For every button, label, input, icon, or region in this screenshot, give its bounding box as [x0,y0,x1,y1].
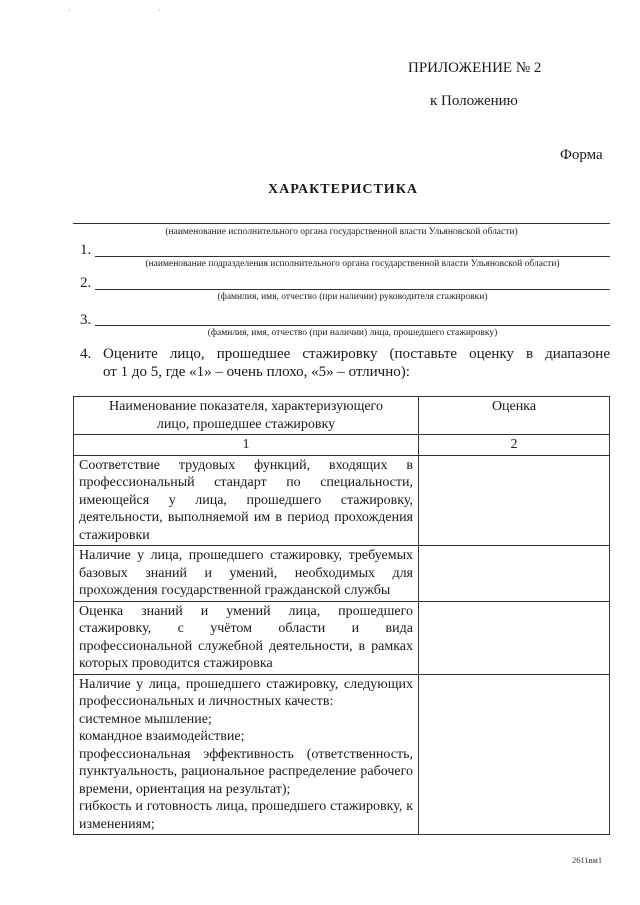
field-caption-organ: (наименование исполнительного органа государственной власти Ульяновской области) [165,227,518,237]
field-line-supervisor [95,289,610,290]
score-cell[interactable] [419,546,610,602]
evaluation-table [73,396,610,835]
question-text-line1: Оцените лицо, прошедшее стажировку (поставьте оценку в диапазоне [103,346,610,362]
column-number-row [74,435,610,456]
qualities-intro: Наличие у лица, прошедшего стажировку, следующих профессиональных и личностных качеств: [79,676,413,709]
field-line-organ [73,223,610,224]
appendix-label: ПРИЛОЖЕНИЕ № 2 [408,60,542,76]
field-caption-department: (наименование подразделения исполнительного органа государственной власти Ульяновской области) [145,259,560,269]
field-number-1: 1. [80,242,92,258]
quality-item: системное мышление; [79,711,212,727]
qualities-cell [74,674,419,835]
document-title: ХАРАКТЕРИСТИКА [268,182,418,197]
column-number-2: 2 [419,435,610,456]
score-cell[interactable] [419,674,610,835]
table-row [74,601,610,674]
regulation-reference: к Положению [430,93,518,109]
indicator-cell: Наличие у лица, прошедшего стажировку, требуемых базовых знаний и умений, необходимых для прохождения государственной гражданской службы [74,546,419,602]
field-number-3: 3. [80,312,92,328]
field-line-intern [95,325,610,326]
score-cell[interactable] [419,601,610,674]
field-caption-supervisor: (фамилия, имя, отчество (при наличии) руководителя стажировки) [217,292,488,302]
indicator-cell: Оценка знаний и умений лица, прошедшего стажировку, с учётом области и вида профессиональной служебной деятельности, в рамках которых проводится стажировка [74,601,419,674]
column-number-1: 1 [74,435,419,456]
quality-item: профессиональная эффективность (ответственность, пунктуальность, рациональное распределение рабочего времени, ориентация на результат); [79,746,413,797]
table-row [74,674,610,835]
scan-artifact: · [158,6,161,15]
field-caption-intern: (фамилия, имя, отчество (при наличии) лица, прошедшего стажировку) [207,328,498,338]
field-line-department [95,256,610,257]
scan-artifact: · [68,6,71,15]
indicator-cell: Соответствие трудовых функций, входящих в профессиональный стандарт по специальности, имеющейся у лица, прошедшего стажировку, деятельности, выполняемой им в период прохождения стажировки [74,455,419,546]
table-header-row [74,397,610,435]
quality-item: командное взаимодействие; [79,729,245,744]
question-text-line2: от 1 до 5, где «1» – очень плохо, «5» – отлично): [103,364,410,380]
quality-item: гибкость и готовность лица, прошедшего стажировку, к изменениям; [79,799,413,832]
question-number: 4. [80,346,92,362]
field-number-2: 2. [80,275,92,291]
table-row [74,455,610,546]
document-code: 2611вм1 [572,855,603,865]
header-score: Оценка [419,397,610,435]
form-label: Форма [560,147,603,163]
header-indicator: Наименование показателя, характеризующего лицо, прошедшее стажировку [74,397,419,435]
score-cell[interactable] [419,455,610,546]
table-row [74,546,610,602]
